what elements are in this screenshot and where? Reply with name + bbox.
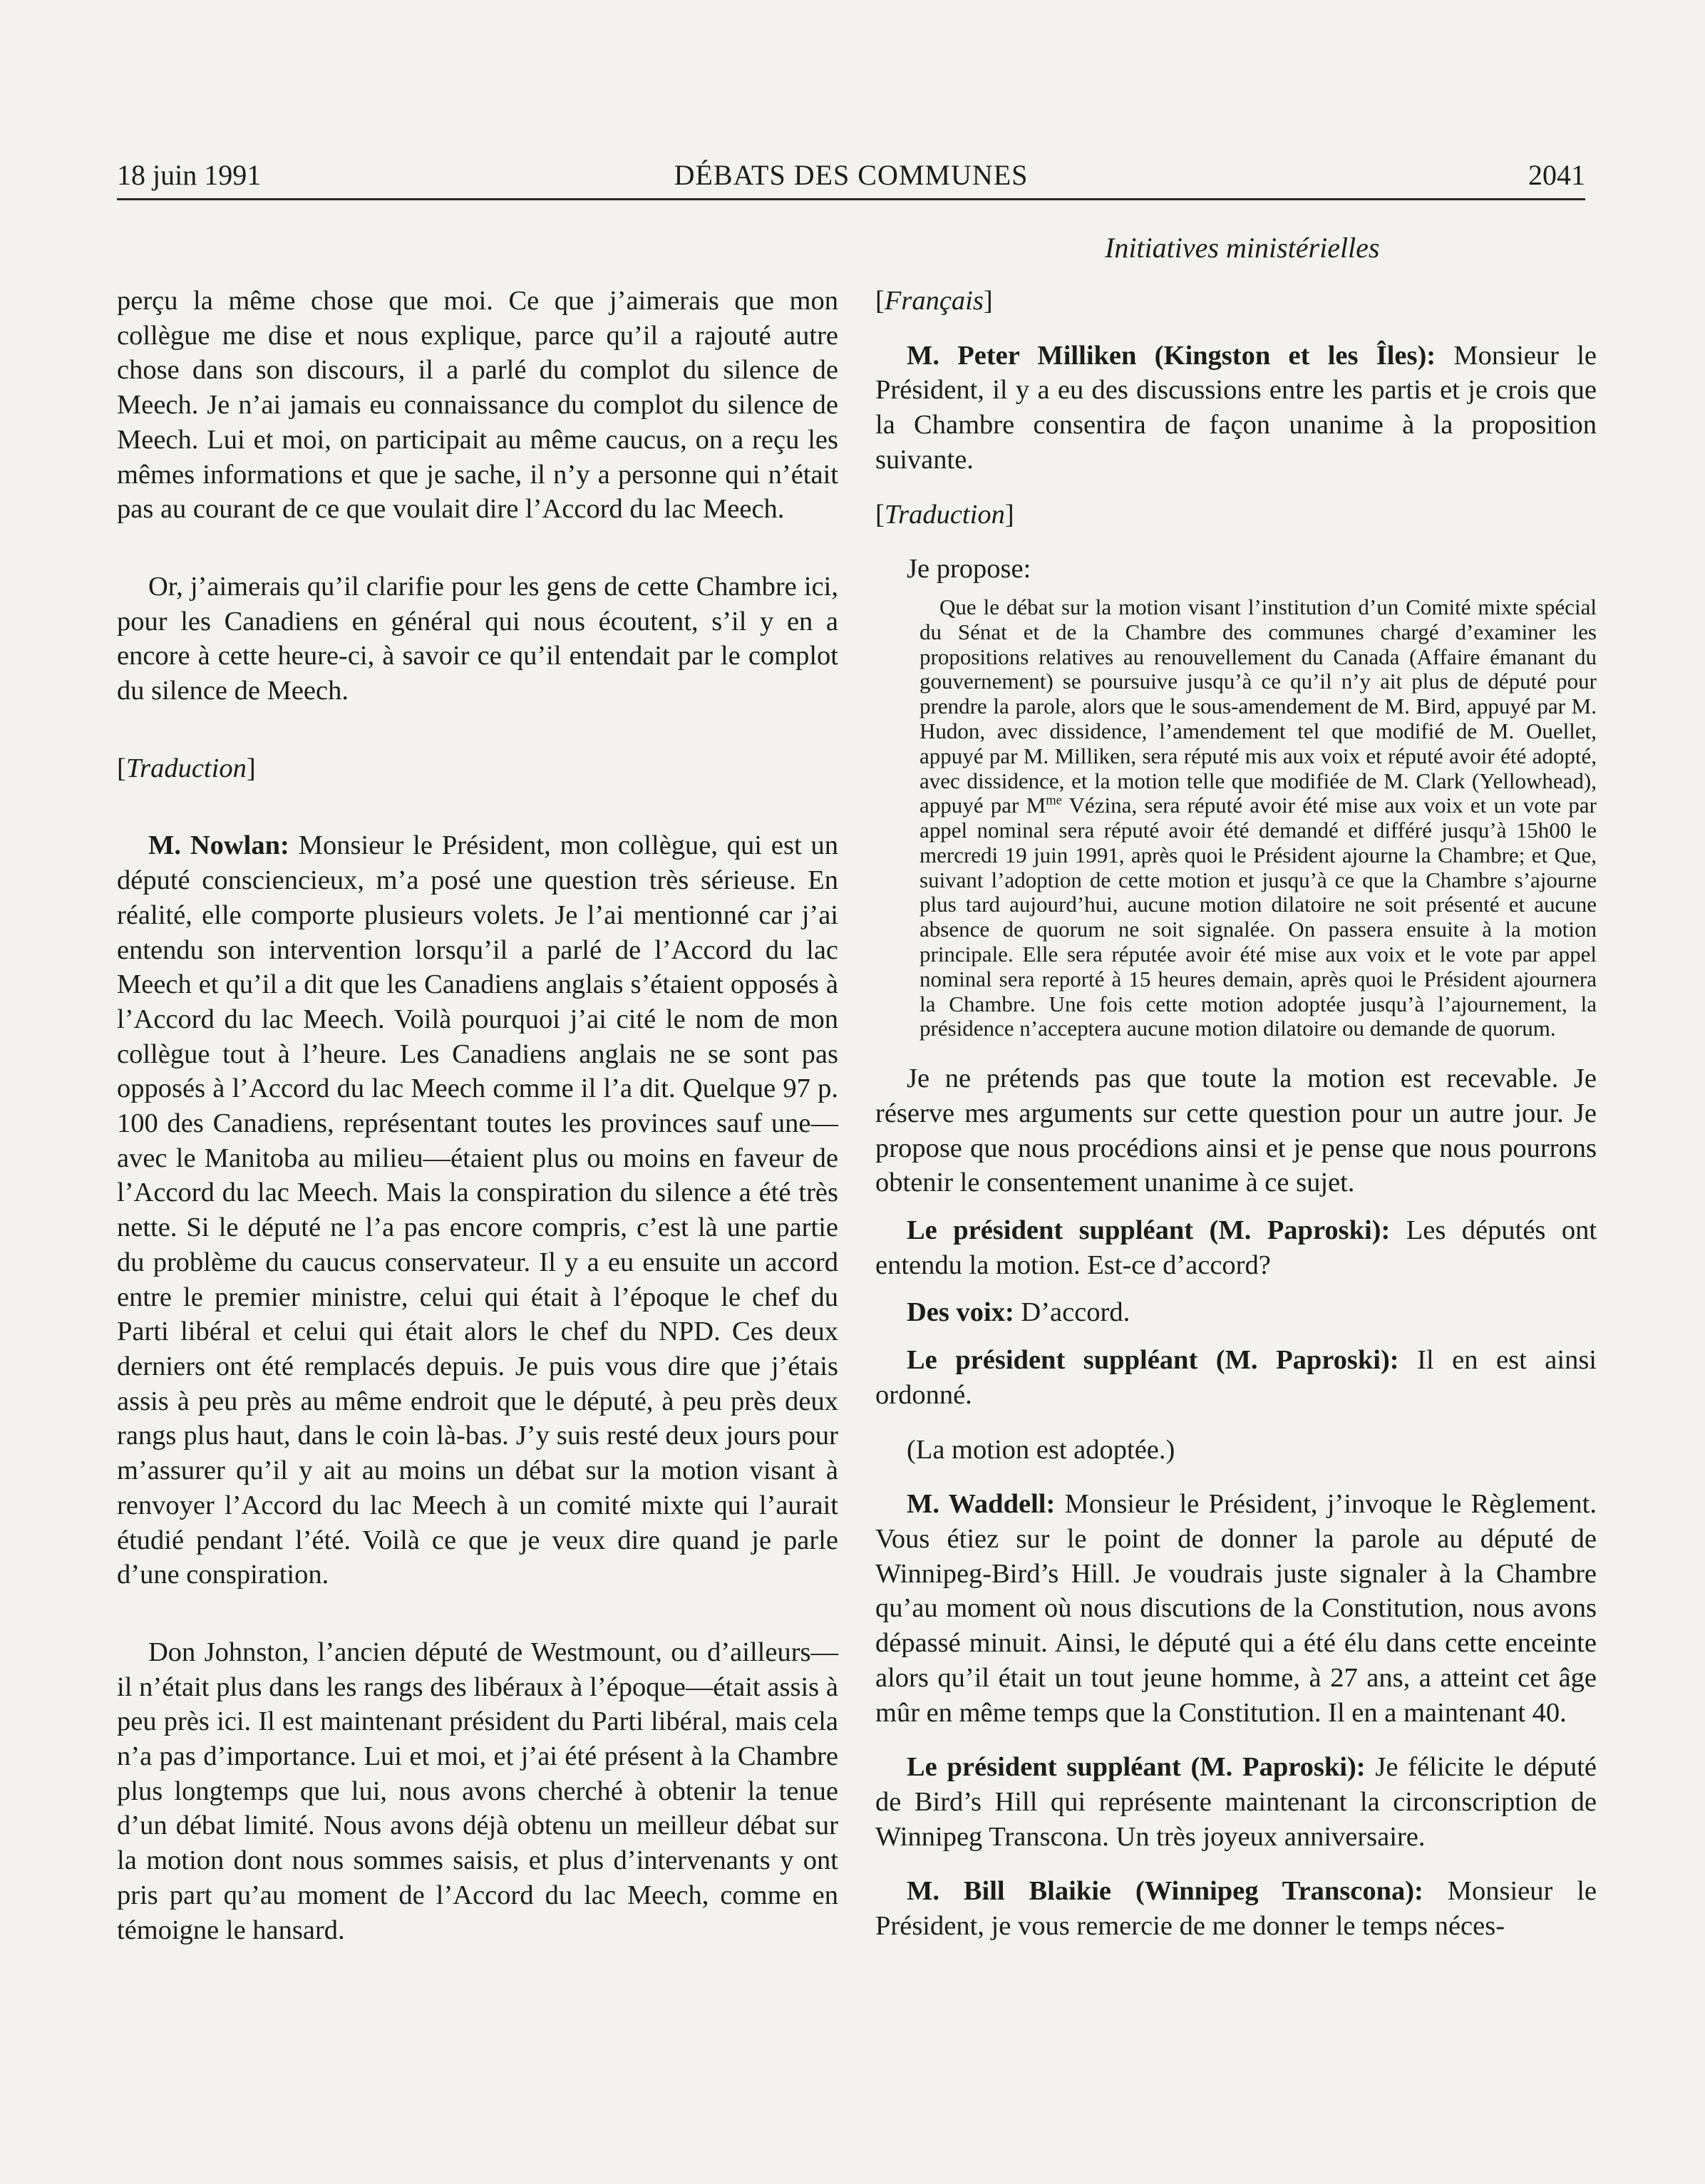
speech-text: Les députés ont entendu la motion. Est-ce d’accord? (875, 1215, 1597, 1280)
header-title: DÉBATS DES COMMUNES (674, 159, 1029, 191)
speaker-name: Le président suppléant (M. Paproski): (907, 1345, 1399, 1376)
paragraph: Don Johnston, l’ancien député de Westmount, ou d’ailleurs—il n’était plus dans les rangs des libéraux à l’époque—était assis à peu près ici. Il est maintenant président du Parti libéral, mais cela n’a pas d’importance. Lui et moi, et j’ai été présent à la Chambre plus longtemps que lui, nous avons cherché à obtenir la tenue d’un débat limité. Nous avons déjà obtenu un meilleur débat sur la motion dont nous sommes saisis, et plus d’intervenants y ont pris part qu’au moment de l’Accord du lac Meech, comme en témoigne le hansard. (117, 1637, 838, 1945)
speaker-name: M. Nowlan: (148, 830, 289, 861)
speaker-name: M. Peter Milliken (Kingston et les Îles): (907, 340, 1436, 371)
speech-text: Monsieur le Président, il y a eu des discussions entre les partis et je crois que la Chambre consentira de façon unanime à la proposition suivante. (875, 340, 1597, 475)
propose-line: Je propose: (907, 554, 1031, 584)
speech-paragraph (875, 1487, 1597, 1730)
speech-paragraph (117, 828, 838, 1592)
paragraph: perçu la même chose que moi. Ce que j’aimerais que mon collègue me dise et nous explique, parce qu’il a rajouté autre chose dans son discours, il a parlé du complot du silence de Meech. Je n’ai jamais eu connaissance du complot du silence de Meech. Lui et moi, on participait au même caucus, on a reçu les mêmes informations et que je sache, il n’y a personne qui n’était pas au courant de ce que voulait dire l’Accord du lac Meech. (117, 286, 838, 525)
speech-paragraph (875, 1213, 1597, 1282)
language-label: Traduction (125, 753, 247, 783)
speech-text: Il en est ainsi ordonné. (875, 1345, 1597, 1410)
language-label: Traduction (884, 499, 1005, 530)
motion-text: Que le débat sur la motion visant l’institution d’un Comité mixte spécial du Sénat et de la Chambre des communes chargé d’examiner les propositions relatives au renouvellement du Canada (Affaire émanant du gouvernement) se poursuive jusqu’à ce qu’il n’y ait plus de député pour prendre la parole, alors que le sous-amendement de M. Bird, appuyé par M. Hudon, avec dissidence, l’amendement tel que modifié de M. Ouellet, appuyé par M. Milliken, sera réputé mis aux voix et réputé avoir été adopté, avec dissidence, et la motion telle que modifiée de M. Clark (Yellowhead), appuyé par $M^{me}$ Vézina, sera réputé avoir été mise aux voix et un vote par appel nominal sera réputé avoir été demandé et différé jusqu’à 15h00 le mercredi 19 juin 1991, après quoi le Président ajourne la Chambre; et Que, suivant l’adoption de cette motion et jusqu’à ce que la Chambre s’ajourne plus tard aujourd’hui, aucune motion dilatoire ne soit présenté et aucune absence de quorum ne soit signalée. On passera ensuite à la motion principale. Elle sera réputée avoir été mise aux voix et le vote par appel nominal sera reporté à 15 heures demain, après quoi le Président ajournera la Chambre. Une fois cette motion adoptée jusqu’à l’ajournement, la présidence n’acceptera aucune motion dilatoire ou demande de quorum. (920, 594, 1597, 1041)
speaker-name: M. Bill Blaikie (Winnipeg Transcona): (907, 1876, 1423, 1907)
section-heading: Initiatives ministérielles (1105, 232, 1380, 264)
speech-paragraph (875, 1343, 1597, 1412)
speaker-name: M. Waddell: (907, 1489, 1056, 1520)
paragraph: Je ne prétends pas que toute la motion est recevable. Je réserve mes arguments sur cette question pour un autre jour. Je propose que nous procédions ainsi et je pense que nous pourrons obtenir le consentement unanime à ce sujet. (875, 1063, 1597, 1198)
speech-text: Monsieur le Président, mon collègue, qui est un député consciencieux, m’a posé une question très sérieuse. En réalité, elle comporte plusieurs volets. Je l’ai mentionné car j’ai entendu son intervention lorsqu’il a parlé de l’Accord du lac Meech et qu’il a dit que les Canadiens anglais s’étaient opposés à l’Accord du lac Meech. Voilà pourquoi j’ai cité le nom de mon collègue tout à l’heure. Les Canadiens anglais ne se sont pas opposés à l’Accord du lac Meech comme il l’a dit. Quelque 97 p. 100 des Canadiens, représentant toutes les provinces sauf une—avec le Manitoba au milieu—étaient plus ou moins en faveur de l’Accord du lac Meech. Mais la conspiration du silence a été très nette. Si le député ne l’a pas encore compris, c’est là une partie du problème du caucus conservateur. Il y a eu ensuite un accord entre le premier ministre, celui qui était à l’époque le chef du Parti libéral et celui qui était alors le chef du NPD. Ces deux derniers ont été remplacés depuis. Je puis vous dire que j’étais assis à peu près au même endroit que le député, à peu près deux rangs plus haut, dans le coin là-bas. J’y suis resté deux jours pour m’assurer qu’il y ait au moins un débat sur la motion visant à renvoyer l’Accord du lac Meech à un comité mixte qui l’aurait étudié pendant l’été. Voilà ce que je veux dire quand je parle d’une conspiration. (117, 830, 838, 1590)
speech-paragraph (875, 1295, 1597, 1330)
page-header (117, 154, 1585, 197)
speech-paragraph (875, 1750, 1597, 1854)
language-marker: [Français] (875, 286, 993, 316)
header-date: 18 juin 1991 (117, 159, 262, 191)
speaker-name: Des voix: (907, 1297, 1014, 1328)
right-column (875, 284, 1597, 1944)
speaker-name: Le président suppléant (M. Paproski): (907, 1752, 1366, 1783)
speech-paragraph (875, 1874, 1597, 1943)
paragraph: Or, j’aimerais qu’il clarifie pour les gens de cette Chambre ici, pour les Canadiens en général qui nous écoutent, s’il y en a encore à cette heure-ci, à savoir ce qu’il entendait par le complot du silence de Meech. (117, 571, 838, 706)
page-number: 2041 (1528, 159, 1585, 191)
speech-text: D’accord. (1014, 1297, 1130, 1328)
procedure-note: (La motion est adoptée.) (907, 1434, 1175, 1465)
header-rule (117, 198, 1585, 200)
speaker-name: Le président suppléant (M. Paproski): (907, 1215, 1391, 1246)
speech-paragraph (875, 339, 1597, 478)
speech-text: Monsieur le Président, j’invoque le Règlement. Vous étiez sur le point de donner la parole au député de Winnipeg-Bird’s Hill. Je voudrais juste signaler à la Chambre qu’au moment où nous discutions de la Constitution, nous avons dépassé minuit. Ainsi, le député qui a été élu dans cette enceinte alors qu’il était un tout jeune homme, à 27 ans, a atteint cet âge mûr en même temps que la Constitution. Il en a maintenant 40. (875, 1489, 1597, 1728)
speech-text: Je félicite le député de Bird’s Hill qui représente maintenant la circonscription de Winnipeg Transcona. Un très joyeux anniversaire. (875, 1752, 1597, 1852)
language-label: Français (884, 286, 984, 316)
language-marker: [Traduction] (875, 499, 1014, 530)
speech-text: Monsieur le Président, je vous remercie de me donner le temps néces- (875, 1876, 1597, 1942)
left-column (117, 284, 838, 1947)
language-marker: [Traduction] (117, 753, 256, 783)
